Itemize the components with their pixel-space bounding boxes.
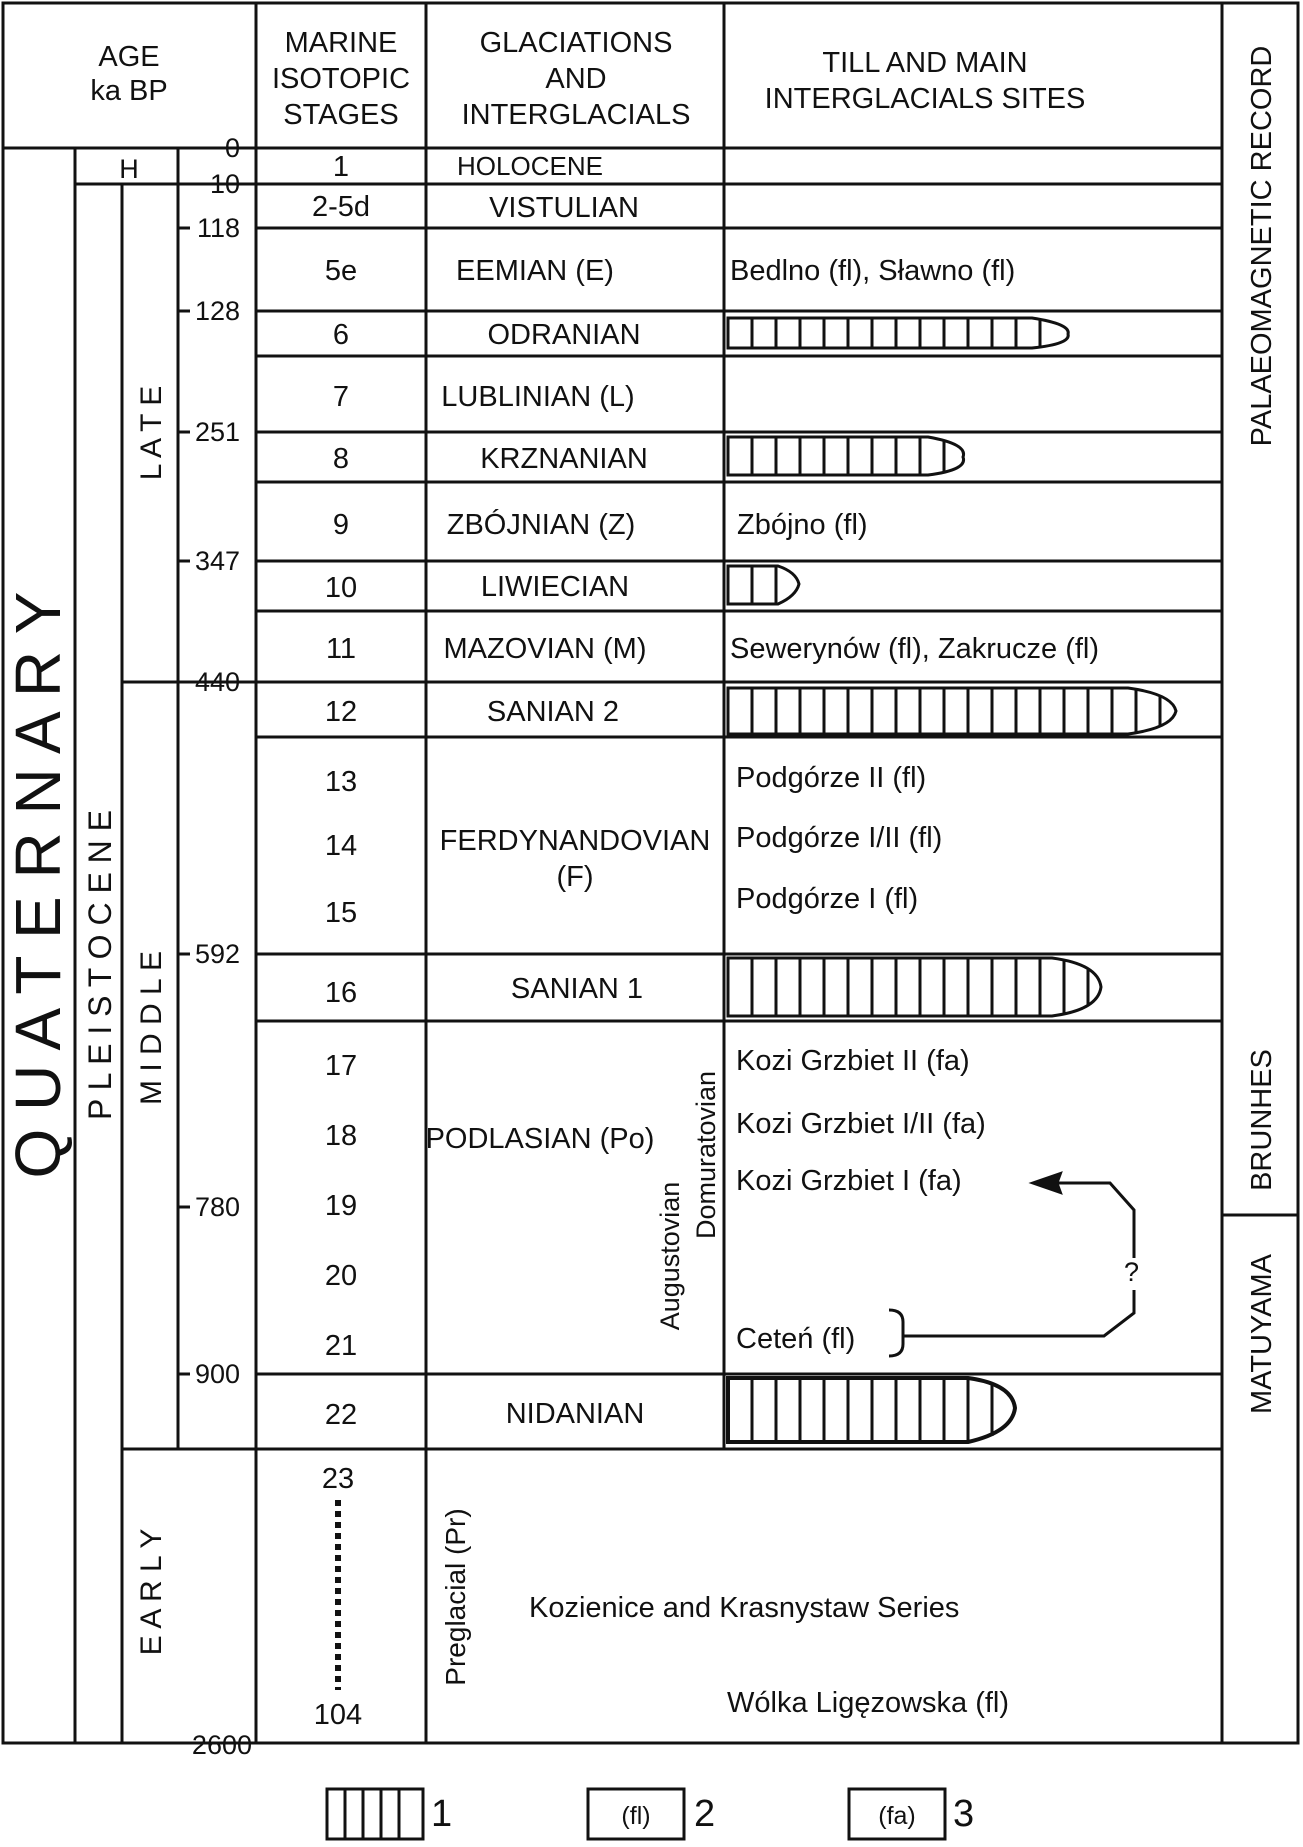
site-kozi-grzbiet-1-2: Kozi Grzbiet I/II (fa) (736, 1108, 986, 1140)
till-lobes (728, 318, 1176, 1442)
mis-16: 16 (324, 977, 358, 1009)
site-wolka-ligezowska: Wólka Ligęzowska (fl) (727, 1687, 1010, 1719)
unit-ferdynandovian-line2: (F) (556, 861, 594, 893)
site-kozi-grzbiet-2: Kozi Grzbiet II (fa) (736, 1045, 970, 1077)
mis-19: 19 (324, 1190, 358, 1222)
mis-2-5d: 2-5d (311, 191, 371, 223)
legend (327, 1789, 974, 1839)
grid-lines (3, 3, 1298, 1743)
mis-12: 12 (324, 696, 358, 728)
unit-ferdynandovian-line1: FERDYNANDOVIAN (439, 825, 711, 857)
unit-zbojnian: ZBÓJNIAN (Z) (446, 509, 636, 541)
unit-augustovian: Augustovian (655, 1181, 685, 1331)
till-lobe-odranian (728, 318, 1068, 348)
unit-nidanian: NIDANIAN (505, 1398, 645, 1430)
age-10: 10 (209, 169, 240, 199)
mis-104: 104 (313, 1699, 363, 1731)
palaeomag-brunhes: BRUNHES (1246, 1049, 1278, 1191)
header-mis-line2: ISOTOPIC (271, 63, 411, 95)
unit-mazovian: MAZOVIAN (M) (443, 633, 647, 665)
age-780: 780 (194, 1192, 240, 1222)
age-118: 118 (196, 213, 240, 243)
mis-8: 8 (332, 443, 350, 475)
header-age-line1: AGE (98, 41, 160, 73)
label-holocene-abbr: H (119, 154, 139, 184)
legend-fa-box: (fa) (878, 1802, 916, 1830)
mis-1: 1 (332, 151, 350, 183)
unit-lublinian: LUBLINIAN (L) (441, 381, 635, 413)
header-age-line2: ka BP (90, 75, 168, 107)
age-900: 900 (194, 1359, 240, 1389)
till-lobe-sanian2 (728, 688, 1176, 734)
unit-eemian: EEMIAN (E) (456, 255, 614, 287)
label-late: L A T E (135, 385, 168, 481)
till-lobe-nidanian (728, 1378, 1015, 1442)
correlation-arrow (889, 1183, 1134, 1356)
age-128: 128 (194, 296, 240, 326)
header-row (90, 27, 1085, 131)
site-kozienice-krasnystaw: Kozienice and Krasnystaw Series (529, 1592, 960, 1624)
mis-7: 7 (332, 381, 350, 413)
mis-9: 9 (332, 509, 350, 541)
mis-21: 21 (324, 1330, 358, 1362)
site-podgorze-1-2: Podgórze I/II (fl) (736, 822, 943, 854)
mis-14: 14 (324, 830, 358, 862)
age-2600: 2600 (191, 1730, 252, 1760)
unit-podlasian: PODLASIAN (Po) (425, 1123, 655, 1155)
header-till-line1: TILL AND MAIN (822, 47, 1028, 79)
till-lobe-krznanian (728, 437, 964, 475)
unit-sanian2: SANIAN 2 (486, 696, 620, 728)
unit-odranian: ODRANIAN (487, 319, 641, 351)
mis-17: 17 (324, 1050, 358, 1082)
age-592: 592 (194, 939, 240, 969)
site-podgorze-2: Podgórze II (fl) (736, 762, 927, 794)
site-zbojno: Zbójno (fl) (737, 509, 868, 541)
mis-22: 22 (324, 1399, 358, 1431)
site-sewerynow-zakrucze: Sewerynów (fl), Zakrucze (fl) (730, 633, 1100, 665)
legend-till-swatch (327, 1789, 423, 1839)
legend-fl-box: (fl) (621, 1802, 651, 1830)
site-kozi-grzbiet-1: Kozi Grzbiet I (fa) (736, 1165, 962, 1197)
age-440: 440 (194, 667, 240, 697)
legend-fl-number: 2 (694, 1793, 716, 1835)
outer-border (3, 3, 1298, 1743)
label-pleistocene: P L E I S T O C E N E (82, 809, 118, 1121)
till-lobe-sanian1 (728, 958, 1101, 1016)
mis-23: 23 (321, 1463, 355, 1495)
unit-sanian1: SANIAN 1 (510, 973, 644, 1005)
age-347: 347 (194, 546, 240, 576)
label-early: E A R L Y (135, 1528, 168, 1656)
arrow-upper-segment (1048, 1183, 1134, 1258)
label-quaternary: Q U A T E R N A R Y (2, 591, 74, 1179)
mis-10: 10 (324, 572, 358, 604)
age-251: 251 (194, 417, 240, 447)
age-labels (192, 133, 252, 1760)
header-glac-line2: AND (545, 63, 607, 95)
unit-krznanian: KRZNANIAN (480, 443, 648, 475)
unit-preglacial: Preglacial (Pr) (440, 1508, 471, 1686)
legend-till-number: 1 (431, 1793, 453, 1835)
unit-holocene: HOLOCENE (457, 151, 603, 181)
header-glac-line1: GLACIATIONS (479, 27, 673, 59)
arrow-lower-segment (903, 1290, 1134, 1336)
arrow-head (1030, 1172, 1062, 1194)
unit-domuratovian: Domuratovian (691, 1070, 721, 1240)
header-mis-line3: STAGES (283, 99, 399, 131)
mis-13: 13 (324, 766, 358, 798)
mis-6: 6 (332, 319, 350, 351)
site-bedlno-slawno: Bedlno (fl), Sławno (fl) (730, 255, 1016, 287)
age-ticks (178, 148, 190, 1374)
mis-stage-labels (312, 151, 370, 1731)
site-podgorze-1: Podgórze I (fl) (736, 883, 919, 915)
label-middle: M I D D L E (135, 951, 168, 1105)
till-lobe-liwiecian (728, 566, 799, 604)
header-glac-line3: INTERGLACIALS (461, 99, 691, 131)
unit-liwiecian: LIWIECIAN (480, 571, 630, 603)
legend-fa-number: 3 (953, 1793, 975, 1835)
header-till-line2: INTERGLACIALS SITES (764, 83, 1086, 115)
mis-20: 20 (324, 1260, 358, 1292)
correlation-question-mark: ? (1124, 1257, 1140, 1287)
header-palaeomagnetic: PALAEOMAGNETIC RECORD (1246, 45, 1278, 447)
mis-18: 18 (324, 1120, 358, 1152)
mis-11: 11 (325, 633, 357, 665)
mis-15: 15 (324, 897, 358, 929)
ceten-bracket (889, 1310, 903, 1356)
unit-vistulian: VISTULIAN (489, 192, 639, 224)
header-mis-line1: MARINE (284, 27, 398, 59)
mis-5e: 5e (324, 255, 358, 287)
site-ceten: Ceteń (fl) (736, 1323, 856, 1355)
age-0: 0 (224, 133, 240, 163)
palaeomag-matuyama: MATUYAMA (1246, 1253, 1278, 1415)
